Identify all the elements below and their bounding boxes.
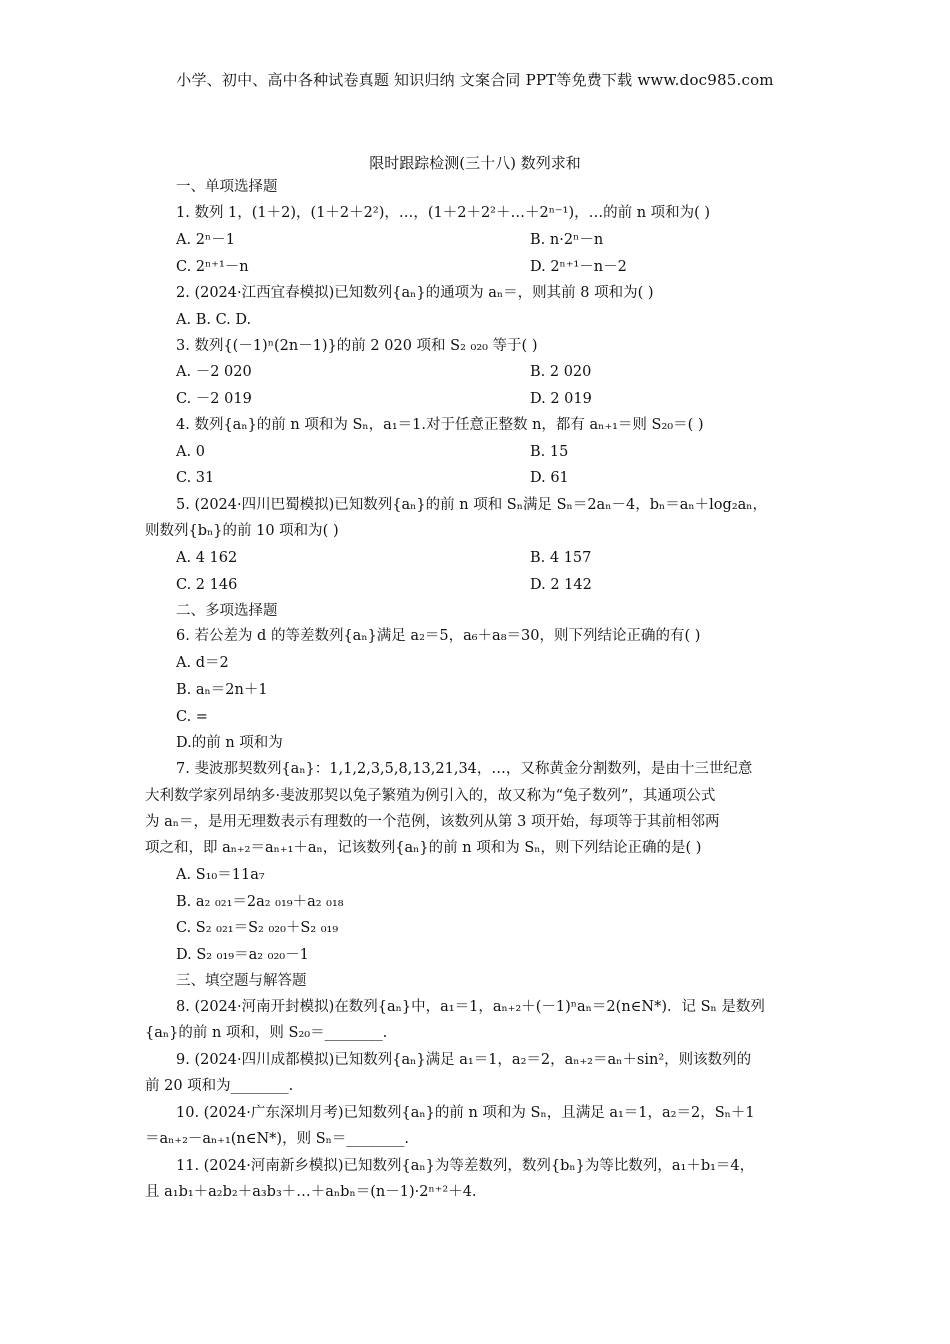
section-single-choice: 一、单项选择题 — [176, 179, 278, 195]
question-7-line-1: 7. 斐波那契数列{aₙ}：1,1,2,3,5,8,13,21,34，…，又称黄金分割数列，是由十三世纪意 — [176, 761, 753, 777]
question-7-option-a: A. S₁₀＝11a₇ — [176, 867, 265, 883]
question-8-line-1: 8. (2024·河南开封模拟)在数列{aₙ}中，a₁＝1，aₙ₊₂＋(－1)ⁿaₙ＝2(n∈N*)．记 Sₙ 是数列 — [176, 999, 765, 1015]
question-4-option-a: A. 0 — [176, 444, 205, 460]
question-10-line-1: 10. (2024·广东深圳月考)已知数列{aₙ}的前 n 项和为 Sₙ，且满足 a₁＝1，a₂＝2，Sₙ＋1 — [176, 1105, 755, 1121]
question-3-option-c: C. －2 019 — [176, 391, 252, 407]
question-6-option-a: A. d＝2 — [176, 655, 229, 671]
question-5-option-a: A. 4 162 — [176, 550, 238, 566]
question-6-option-b: B. aₙ＝2n＋1 — [176, 682, 268, 698]
question-1-option-a: A. 2ⁿ－1 — [176, 232, 235, 248]
question-4-stem: 4. 数列{aₙ}的前 n 项和为 Sₙ，a₁＝1.对于任意正整数 n，都有 aₙ₊₁＝则 S₂₀＝( ) — [176, 417, 704, 433]
question-9-line-2: 前 20 项和为________. — [145, 1078, 294, 1094]
question-2-stem: 2. (2024·江西宜春模拟)已知数列{aₙ}的通项为 aₙ＝，则其前 8 项和为( ) — [176, 285, 654, 301]
question-1-option-b: B. n·2ⁿ－n — [530, 232, 604, 248]
question-6-stem: 6. 若公差为 d 的等差数列{aₙ}满足 a₂＝5，a₆＋a₈＝30，则下列结论正确的有( ) — [176, 628, 701, 644]
question-7-line-2: 大利数学家列昂纳多·斐波那契以兔子繁殖为例引入的，故又称为“兔子数列”，其通项公式 — [145, 788, 716, 804]
question-11-line-2: 且 a₁b₁＋a₂b₂＋a₃b₃＋…＋aₙbₙ＝(n－1)·2ⁿ⁺²＋4. — [145, 1184, 477, 1200]
question-6-option-c: C. = — [176, 709, 208, 725]
question-1-stem: 1. 数列 1，(1＋2)，(1＋2＋2²)，…，(1＋2＋2²＋…＋2ⁿ⁻¹)，…的前 n 项和为( ) — [176, 205, 711, 221]
question-5-option-c: C. 2 146 — [176, 577, 238, 593]
question-4-option-d: D. 61 — [530, 470, 569, 486]
question-5-option-b: B. 4 157 — [530, 550, 592, 566]
question-7-line-3: 为 aₙ＝，是用无理数表示有理数的一个范例，该数列从第 3 项开始，每项等于其前相邻两 — [145, 814, 720, 830]
question-7-option-b: B. a₂ ₀₂₁＝2a₂ ₀₁₉＋a₂ ₀₁₈ — [176, 894, 344, 910]
question-6-option-d: D.的前 n 项和为 — [176, 735, 283, 751]
question-5-option-d: D. 2 142 — [530, 577, 592, 593]
question-5-stem: 5. (2024·四川巴蜀模拟)已知数列{aₙ}的前 n 项和 Sₙ满足 Sₙ＝2aₙ－4，bₙ＝aₙ＋log₂aₙ， — [176, 497, 768, 513]
question-3-option-d: D. 2 019 — [530, 391, 592, 407]
page-title: 限时跟踪检测(三十八) 数列求和 — [369, 154, 581, 172]
question-3-option-b: B. 2 020 — [530, 364, 592, 380]
question-10-line-2: ＝aₙ₊₂－aₙ₊₁(n∈N*)，则 Sₙ＝________. — [145, 1131, 410, 1147]
section-multiple-choice: 二、多项选择题 — [176, 603, 278, 619]
page-header: 小学、初中、高中各种试卷真题 知识归纳 文案合同 PPT等免费下载 www.doc985.com — [176, 71, 774, 89]
question-3-stem: 3. 数列{(－1)ⁿ(2n－1)}的前 2 020 项和 S₂ ₀₂₀ 等于( ) — [176, 338, 538, 354]
question-7-option-c: C. S₂ ₀₂₁＝S₂ ₀₂₀＋S₂ ₀₁₉ — [176, 920, 339, 936]
question-9-line-1: 9. (2024·四川成都模拟)已知数列{aₙ}满足 a₁＝1，a₂＝2，aₙ₊₂＝aₙ＋sin²，则该数列的 — [176, 1052, 752, 1068]
question-4-option-c: C. 31 — [176, 470, 215, 486]
question-4-option-b: B. 15 — [530, 444, 569, 460]
question-7-option-d: D. S₂ ₀₁₉＝a₂ ₀₂₀－1 — [176, 947, 309, 963]
question-1-option-d: D. 2ⁿ⁺¹－n－2 — [530, 259, 627, 275]
question-8-line-2: {aₙ}的前 n 项和，则 S₂₀＝________. — [145, 1025, 388, 1041]
section-fill-in: 三、填空题与解答题 — [176, 973, 307, 989]
question-2-options: A. B. C. D. — [176, 312, 252, 328]
question-3-option-a: A. －2 020 — [176, 364, 252, 380]
question-7-line-4: 项之和，即 aₙ₊₂＝aₙ₊₁＋aₙ，记该数列{aₙ}的前 n 项和为 Sₙ，则下列结论正确的是( ) — [145, 840, 702, 856]
question-11-line-1: 11. (2024·河南新乡模拟)已知数列{aₙ}为等差数列，数列{bₙ}为等比数列，a₁＋b₁＝4， — [176, 1158, 755, 1174]
question-1-option-c: C. 2ⁿ⁺¹－n — [176, 259, 249, 275]
question-5-stem-cont: 则数列{bₙ}的前 10 项和为( ) — [145, 523, 339, 539]
